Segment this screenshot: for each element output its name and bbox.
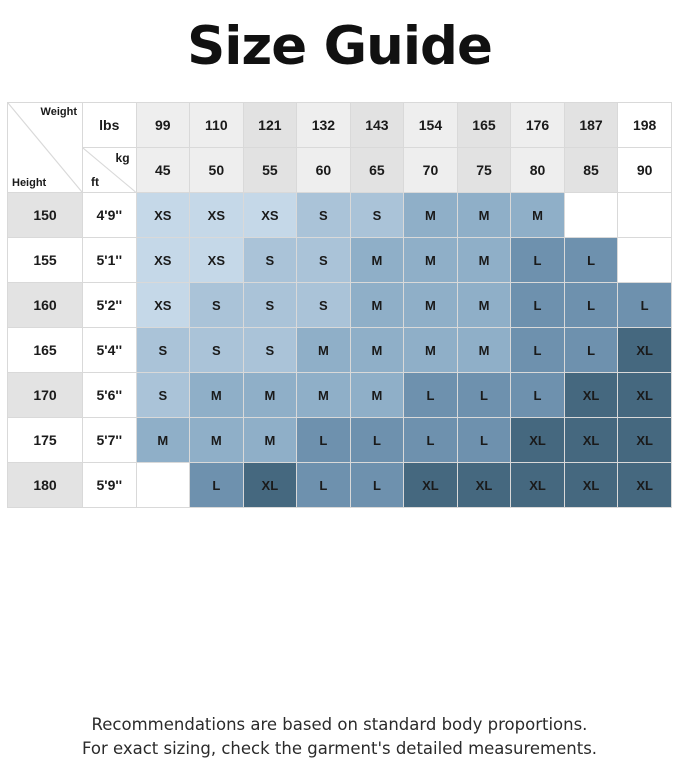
size-cell-1-8: L: [564, 238, 618, 283]
table-row: [8, 463, 672, 508]
weight-kg-1: 50: [190, 148, 244, 193]
weight-kg-3: 60: [297, 148, 351, 193]
height-ft-0: 4'9'': [83, 193, 137, 238]
size-cell-6-1: L: [190, 463, 244, 508]
size-cell-2-6: M: [457, 283, 511, 328]
table-row: [8, 328, 672, 373]
height-cm-6: 180: [8, 463, 83, 508]
size-cell-6-7: XL: [511, 463, 565, 508]
unit-corner-cell: [83, 148, 137, 193]
size-cell-2-4: M: [350, 283, 404, 328]
weight-lbs-3: 132: [297, 103, 351, 148]
size-cell-0-3: S: [297, 193, 351, 238]
size-cell-5-6: L: [457, 418, 511, 463]
size-guide-table: [7, 102, 672, 508]
size-cell-5-5: L: [404, 418, 458, 463]
size-cell-4-5: L: [404, 373, 458, 418]
footer-note: [0, 713, 679, 763]
footer-line-2: For exact sizing, check the garment's detailed measurements.: [81, 739, 598, 759]
size-cell-1-5: M: [404, 238, 458, 283]
size-cell-3-3: M: [297, 328, 351, 373]
size-cell-0-4: S: [350, 193, 404, 238]
height-cm-1: 155: [8, 238, 83, 283]
size-cell-5-4: L: [350, 418, 404, 463]
size-cell-3-8: L: [564, 328, 618, 373]
weight-kg-7: 80: [511, 148, 565, 193]
table-header-row-lbs: [8, 103, 672, 148]
table-row: [8, 283, 672, 328]
size-cell-2-0: XS: [136, 283, 190, 328]
height-ft-6: 5'9'': [83, 463, 137, 508]
weight-lbs-1: 110: [190, 103, 244, 148]
table-row: [8, 193, 672, 238]
size-cell-0-2: XS: [243, 193, 297, 238]
height-cm-2: 160: [8, 283, 83, 328]
height-cm-3: 165: [8, 328, 83, 373]
size-cell-3-5: M: [404, 328, 458, 373]
size-cell-0-6: M: [457, 193, 511, 238]
weight-kg-5: 70: [404, 148, 458, 193]
size-cell-4-7: L: [511, 373, 565, 418]
weight-lbs-8: 187: [564, 103, 618, 148]
size-cell-0-9: [618, 193, 672, 238]
size-cell-0-5: M: [404, 193, 458, 238]
size-cell-2-8: L: [564, 283, 618, 328]
size-cell-1-9: [618, 238, 672, 283]
size-cell-6-6: XL: [457, 463, 511, 508]
size-cell-1-7: L: [511, 238, 565, 283]
weight-kg-9: 90: [618, 148, 672, 193]
size-cell-4-2: M: [243, 373, 297, 418]
size-cell-5-3: L: [297, 418, 351, 463]
size-cell-2-7: L: [511, 283, 565, 328]
size-cell-2-1: S: [190, 283, 244, 328]
weight-lbs-7: 176: [511, 103, 565, 148]
axis-corner-cell: [8, 103, 83, 193]
height-ft-4: 5'6'': [83, 373, 137, 418]
height-ft-2: 5'2'': [83, 283, 137, 328]
weight-axis-label: Weight: [40, 106, 77, 119]
weight-lbs-6: 165: [457, 103, 511, 148]
unit-kg-label: kg: [115, 151, 130, 166]
weight-kg-2: 55: [243, 148, 297, 193]
weight-lbs-2: 121: [243, 103, 297, 148]
size-cell-5-2: M: [243, 418, 297, 463]
weight-lbs-0: 99: [136, 103, 190, 148]
size-cell-3-1: S: [190, 328, 244, 373]
unit-lbs-label: lbs: [83, 103, 137, 148]
height-cm-5: 175: [8, 418, 83, 463]
height-ft-5: 5'7'': [83, 418, 137, 463]
size-cell-3-0: S: [136, 328, 190, 373]
weight-lbs-4: 143: [350, 103, 404, 148]
size-cell-0-7: M: [511, 193, 565, 238]
size-cell-6-5: XL: [404, 463, 458, 508]
size-cell-3-4: M: [350, 328, 404, 373]
size-cell-3-7: L: [511, 328, 565, 373]
size-cell-0-8: [564, 193, 618, 238]
size-cell-4-9: XL: [618, 373, 672, 418]
weight-kg-0: 45: [136, 148, 190, 193]
size-cell-0-0: XS: [136, 193, 190, 238]
size-cell-1-0: XS: [136, 238, 190, 283]
size-cell-6-2: XL: [243, 463, 297, 508]
size-cell-5-0: M: [136, 418, 190, 463]
size-cell-2-5: M: [404, 283, 458, 328]
size-cell-2-9: L: [618, 283, 672, 328]
size-cell-1-1: XS: [190, 238, 244, 283]
size-cell-3-9: XL: [618, 328, 672, 373]
unit-ft-label: ft: [91, 175, 99, 190]
size-cell-4-6: L: [457, 373, 511, 418]
weight-kg-6: 75: [457, 148, 511, 193]
size-cell-1-6: M: [457, 238, 511, 283]
size-cell-4-1: M: [190, 373, 244, 418]
size-cell-6-9: XL: [618, 463, 672, 508]
size-cell-5-8: XL: [564, 418, 618, 463]
height-axis-label: Height: [12, 177, 47, 190]
size-cell-6-3: L: [297, 463, 351, 508]
table-row: [8, 238, 672, 283]
size-cell-2-3: S: [297, 283, 351, 328]
size-cell-6-0: [136, 463, 190, 508]
height-ft-1: 5'1'': [83, 238, 137, 283]
table-row: [8, 373, 672, 418]
size-cell-5-7: XL: [511, 418, 565, 463]
size-cell-6-8: XL: [564, 463, 618, 508]
weight-lbs-5: 154: [404, 103, 458, 148]
size-guide-table-body: [8, 103, 672, 193]
table-row: [8, 418, 672, 463]
size-cell-1-2: S: [243, 238, 297, 283]
size-cell-0-1: XS: [190, 193, 244, 238]
size-cell-1-4: M: [350, 238, 404, 283]
footer-line-1: Recommendations are based on standard body proportions.: [91, 714, 588, 734]
weight-kg-8: 85: [564, 148, 618, 193]
table-header-row-kg: [8, 148, 672, 193]
size-cell-1-3: S: [297, 238, 351, 283]
size-cell-4-3: M: [297, 373, 351, 418]
size-cell-6-4: L: [350, 463, 404, 508]
size-grid-body: [8, 193, 672, 508]
size-cell-5-9: XL: [618, 418, 672, 463]
page-title: Size Guide: [187, 16, 492, 77]
size-cell-4-8: XL: [564, 373, 618, 418]
size-cell-5-1: M: [190, 418, 244, 463]
size-cell-3-6: M: [457, 328, 511, 373]
height-cm-4: 170: [8, 373, 83, 418]
size-cell-3-2: S: [243, 328, 297, 373]
weight-lbs-9: 198: [618, 103, 672, 148]
height-cm-0: 150: [8, 193, 83, 238]
height-ft-3: 5'4'': [83, 328, 137, 373]
weight-kg-4: 65: [350, 148, 404, 193]
size-cell-4-0: S: [136, 373, 190, 418]
size-cell-2-2: S: [243, 283, 297, 328]
size-cell-4-4: M: [350, 373, 404, 418]
